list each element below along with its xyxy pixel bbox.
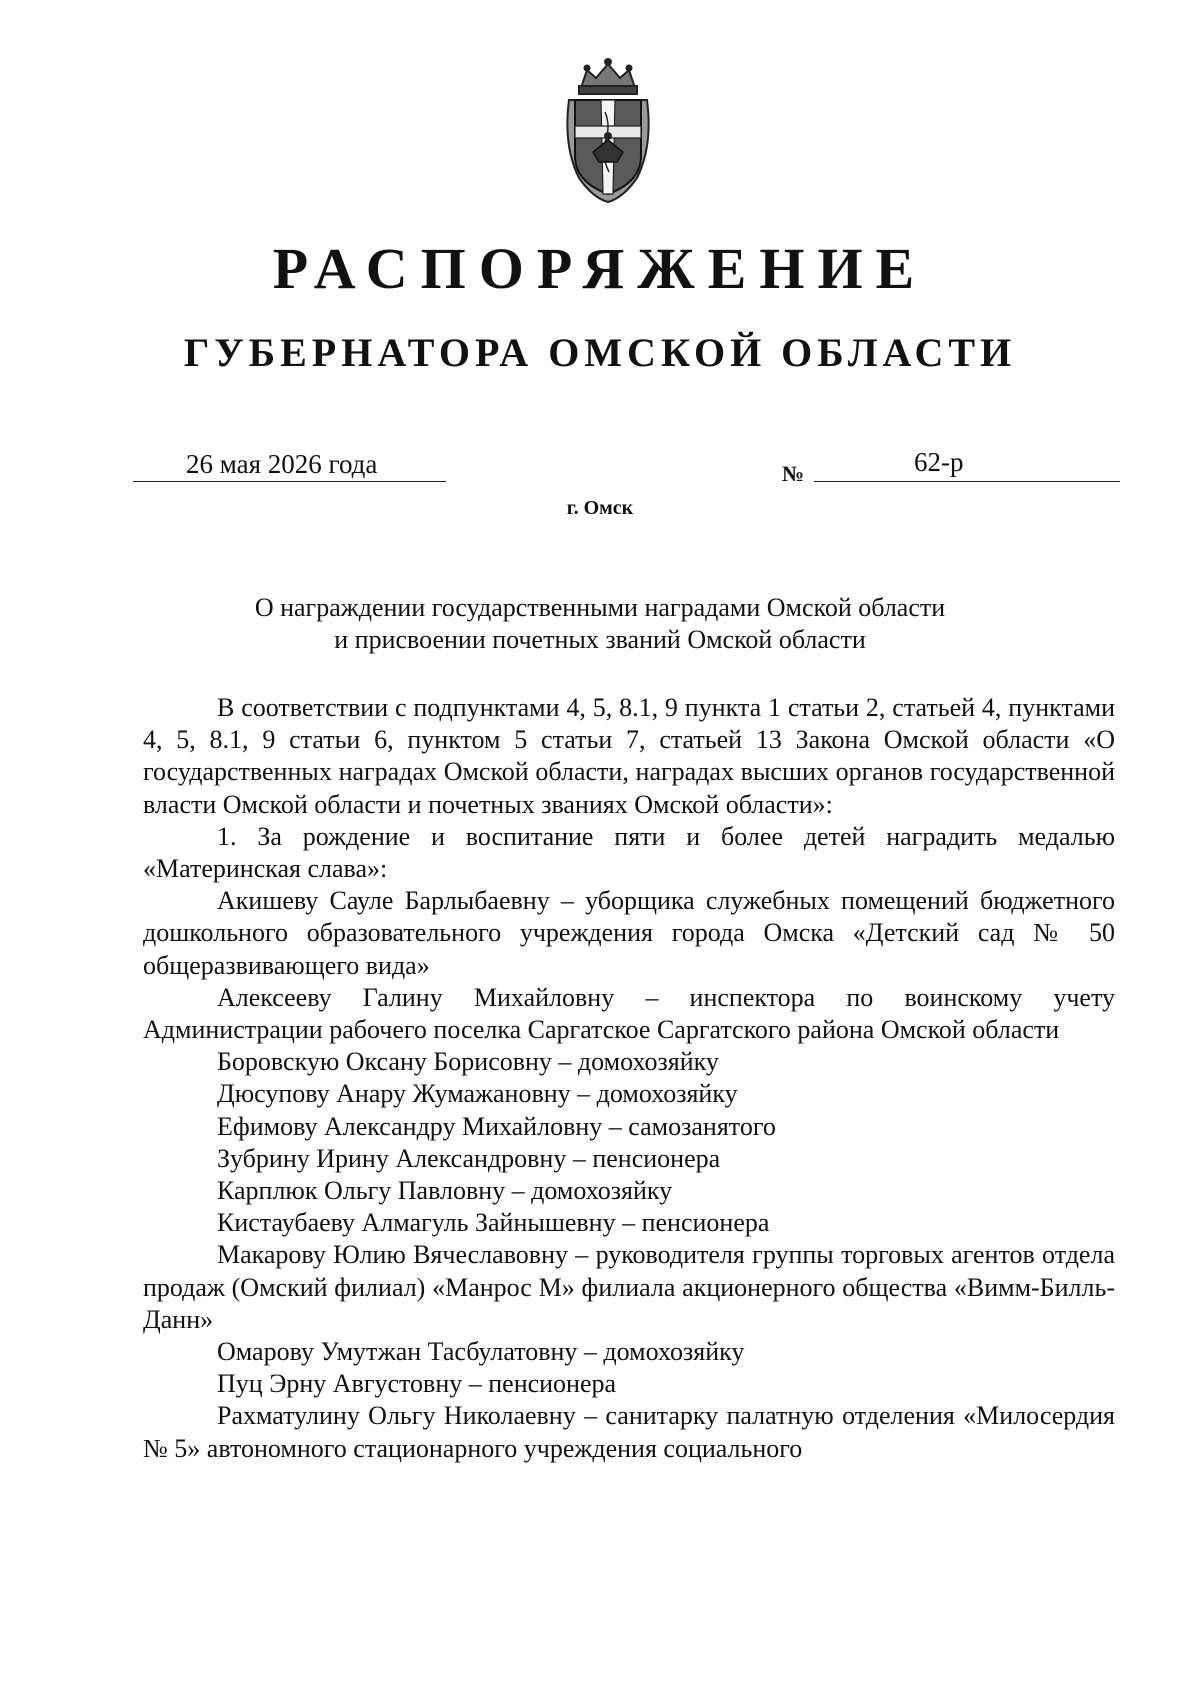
body-paragraph: Омарову Умутжан Тасбулатовну – домохозяйку	[217, 1337, 745, 1367]
body-paragraph: Зубрину Ирину Александровну – пенсионера	[217, 1143, 721, 1173]
body-paragraph: Боровскую Оксану Борисовну – домохозяйку	[217, 1047, 719, 1077]
document-title: РАСПОРЯЖЕНИЕ	[272, 236, 928, 301]
subject-line-1: О награждении государственными наградами Омской области	[254, 593, 946, 622]
body-paragraph: Кистаубаеву Алмагуль Зайнышевну – пенсионера	[217, 1208, 770, 1238]
document-number: 62-р	[814, 444, 1120, 482]
body-paragraph: Алексееву Галину Михайловну – инспектора по воинскому учету Администрации рабочего поселка Саргатское Саргатского района Омской области	[143, 982, 1115, 1045]
body-paragraph: 1. За рождение и воспитание пяти и более детей наградить медалью «Материнская слава»:	[143, 821, 1115, 884]
body-paragraph: Акишеву Сауле Барлыбаевну – уборщика служебных помещений бюджетного дошкольного образовательного учреждения города Омска «Детский сад № 50 общеразвивающего вида»	[143, 886, 1115, 980]
body-paragraph: Рахматулину Ольгу Николаевну – санитарку палатную отделения «Милосердия № 5» автономного стационарного учреждения социального	[143, 1401, 1115, 1463]
document-date: 26 мая 2026 года	[133, 446, 446, 482]
document-subject	[0, 592, 1200, 656]
body-paragraph: Дюсупову Анару Жумажановну – домохозяйку	[217, 1079, 738, 1109]
number-sign: №	[782, 461, 805, 486]
document-city: г. Омск	[566, 497, 634, 519]
body-paragraph: Макарову Юлию Вячеславовну – руководителя группы торговых агентов отдела продаж (Омский филиал) «Манрос М» филиала акционерного общества «Вимм-Билль-Данн»	[143, 1240, 1115, 1334]
document-subtitle: ГУБЕРНАТОРА ОМСКОЙ ОБЛАСТИ	[183, 330, 1017, 375]
subject-line-2: и присвоении почетных званий Омской области	[334, 625, 866, 654]
document-body	[143, 692, 1115, 1465]
body-paragraph: В соответствии с подпунктами 4, 5, 8.1, 9 пункта 1 статьи 2, статьей 4, пунктами 4, 5, 8.1, 9 статьи 6, пунктом 5 статьи 7, статьей 13 Закона Омской области «О государственных наградах Омской области, наградах высших органов государственной власти Омской области и почетных званиях Омской области»:	[143, 693, 1115, 819]
omsk-coat-of-arms-icon	[563, 56, 653, 204]
body-paragraph: Пуц Эрну Августовну – пенсионера	[217, 1369, 617, 1399]
body-paragraph: Карплюк Ольгу Павловну – домохозяйку	[217, 1176, 673, 1206]
body-paragraph: Ефимову Александру Михайловну – самозанятого	[217, 1111, 776, 1141]
